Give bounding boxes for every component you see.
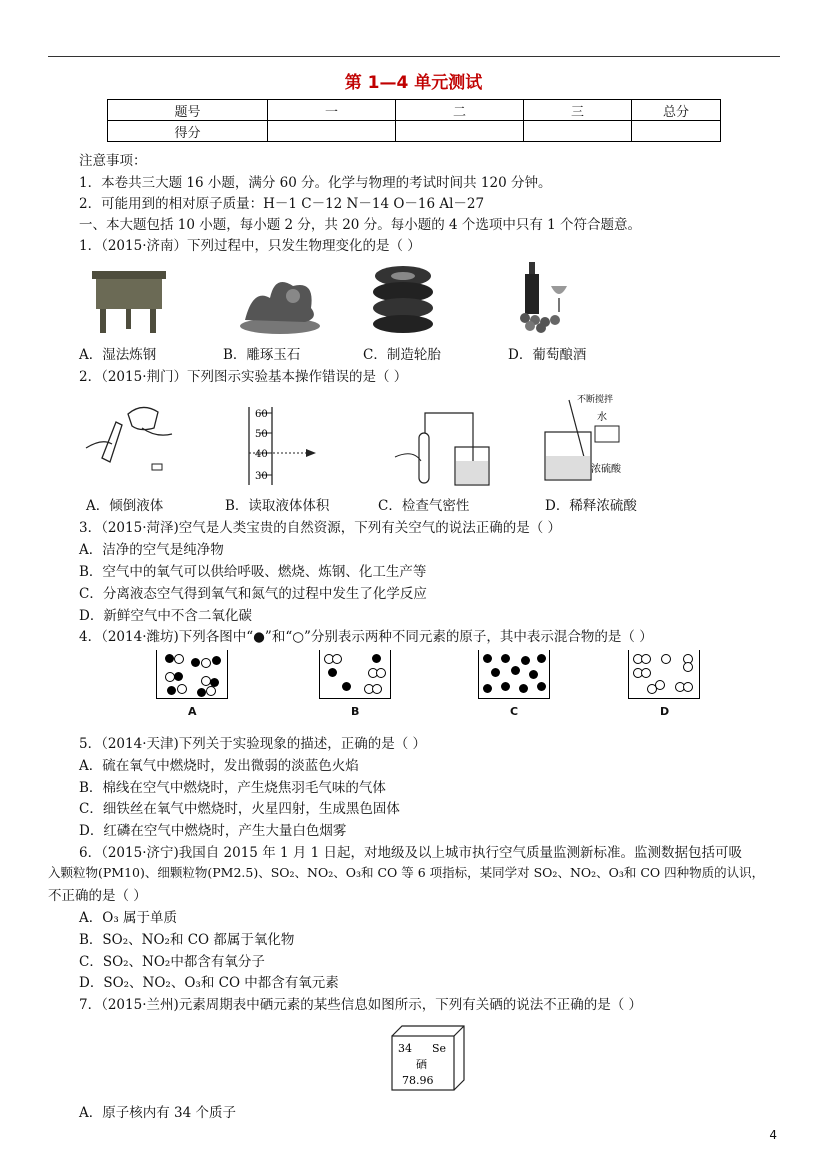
q3-option-c: C．分离液态空气得到氧气和氮气的过程中发生了化学反应 bbox=[79, 586, 427, 602]
header-rule bbox=[48, 56, 780, 57]
q5-option-c: C．细铁丝在氧气中燃烧时，火星四射，生成黑色固体 bbox=[79, 801, 400, 817]
score-cell[interactable] bbox=[524, 121, 632, 142]
notice-item-2: 2．可能用到的相对原子质量：H－1 C－12 N－14 O－16 Al－27 bbox=[79, 196, 485, 212]
q1-option-c: C．制造轮胎 bbox=[363, 347, 441, 363]
q2-option-d: D．稀释浓硫酸 bbox=[545, 498, 637, 514]
q5-option-b: B．棉线在空气中燃烧时，产生烧焦羽毛气味的气体 bbox=[79, 780, 386, 796]
question-2-stem: 2．（2015·荆门）下列图示实验基本操作错误的是（ ） bbox=[79, 369, 408, 385]
label-acid: 浓硫酸 bbox=[591, 464, 621, 475]
question-7-stem: 7．（2015·兰州)元素周期表中硒元素的某些信息如图所示，下列有关硒的说法不正确的是（ ） bbox=[79, 997, 643, 1013]
cylinder-reading-image bbox=[240, 403, 320, 488]
question-3-stem: 3．（2015·菏泽)空气是人类宝贵的自然资源，下列有关空气的说法正确的是（ ） bbox=[79, 520, 562, 536]
element-mass: 78.96 bbox=[402, 1074, 434, 1087]
section-heading: 一、本大题包括 10 小题，每小题 2 分，共 20 分。每小题的 4 个选项中只有 1 个符合题意。 bbox=[79, 217, 642, 233]
label-stir: 不断搅拌 bbox=[577, 395, 614, 405]
score-cell[interactable] bbox=[396, 121, 524, 142]
q5-option-a: A．硫在氧气中燃烧时，发出微弱的淡蓝色火焰 bbox=[79, 758, 359, 774]
q7-option-a: A．原子核内有 34 个质子 bbox=[79, 1105, 237, 1121]
q6-option-a: A．O₃ 属于单质 bbox=[79, 910, 178, 926]
molecule-box-c bbox=[478, 650, 550, 699]
jade-carving-image bbox=[235, 268, 325, 336]
score-row-label: 得分 bbox=[108, 121, 268, 142]
element-symbol: Se bbox=[432, 1042, 447, 1055]
label-water: 水 bbox=[597, 412, 607, 423]
bronze-ding-image bbox=[90, 263, 170, 338]
notice-item-1: 1．本卷共三大题 16 小题，满分 60 分。化学与物理的考试时间共 120 分钟。 bbox=[79, 175, 552, 191]
score-header-cell: 题号 bbox=[108, 100, 268, 121]
page-number: 4 bbox=[769, 1128, 777, 1142]
tick-60: 60 bbox=[255, 409, 268, 420]
q1-option-d: D．葡萄酿酒 bbox=[508, 347, 587, 363]
selenium-element-card bbox=[388, 1022, 468, 1092]
wine-grapes-image bbox=[515, 258, 575, 333]
question-5-stem: 5．（2014·天津)下列关于实验现象的描述，正确的是（ ） bbox=[79, 736, 427, 752]
tick-30: 30 bbox=[255, 471, 268, 482]
q1-option-a: A．湿法炼钢 bbox=[79, 347, 157, 363]
q1-option-b: B．雕琢玉石 bbox=[223, 347, 301, 363]
score-table bbox=[107, 99, 721, 142]
score-header-cell: 总分 bbox=[632, 100, 721, 121]
score-cell[interactable] bbox=[632, 121, 721, 142]
q6-option-d: D．SO₂、NO₂、O₃和 CO 中都含有氧元素 bbox=[79, 975, 339, 991]
molecule-label-a: A bbox=[188, 705, 197, 718]
question-6-stem-1: 6．（2015·济宁)我国自 2015 年 1 月 1 日起，对地级及以上城市执行空气质量监测新标准。监测数据包括可吸 bbox=[79, 845, 743, 861]
q6-option-c: C．SO₂、NO₂中都含有氧分子 bbox=[79, 954, 265, 970]
score-header-cell: 三 bbox=[524, 100, 632, 121]
tires-image bbox=[368, 262, 438, 334]
question-1-stem: 1．（2015·济南）下列过程中，只发生物理变化的是（ ） bbox=[79, 238, 421, 254]
tick-40: 40 bbox=[255, 449, 268, 460]
molecule-label-b: B bbox=[351, 705, 360, 718]
molecule-label-d: D bbox=[660, 705, 670, 718]
q5-option-d: D．红磷在空气中燃烧时，产生大量白色烟雾 bbox=[79, 823, 347, 839]
element-name: 硒 bbox=[416, 1058, 427, 1071]
q6-option-b: B．SO₂、NO₂和 CO 都属于氧化物 bbox=[79, 932, 295, 948]
score-cell[interactable] bbox=[268, 121, 396, 142]
question-6-stem-2: 入颗粒物(PM10)、细颗粒物(PM2.5)、SO₂、NO₂、O₃和 CO 等 6 项指标，某同学对 SO₂、NO₂、O₃和 CO 四种物质的认识， bbox=[48, 865, 765, 880]
q3-option-d: D．新鲜空气中不含二氧化碳 bbox=[79, 608, 252, 624]
page-title: 第 1—4 单元测试 bbox=[344, 73, 483, 93]
tick-50: 50 bbox=[255, 429, 268, 440]
q2-option-b: B．读取液体体积 bbox=[225, 498, 330, 514]
question-4-stem: 4．（2014·潍坊)下列各图中“●”和“○”分别表示两种不同元素的原子，其中表示混合物的是（ ） bbox=[79, 629, 653, 645]
pouring-liquid-image bbox=[82, 398, 182, 488]
q3-option-a: A．洁净的空气是纯净物 bbox=[79, 542, 224, 558]
airtight-check-image bbox=[385, 405, 495, 490]
q2-option-a: A．倾倒液体 bbox=[86, 498, 164, 514]
question-6-stem-3: 不正确的是（ ） bbox=[48, 888, 147, 904]
notice-heading: 注意事项： bbox=[79, 153, 147, 169]
element-number: 34 bbox=[398, 1042, 412, 1055]
q2-option-c: C．检查气密性 bbox=[378, 498, 470, 514]
q3-option-b: B．空气中的氧气可以供给呼吸、燃烧、炼钢、化工生产等 bbox=[79, 564, 427, 580]
dilute-acid-image bbox=[535, 392, 645, 492]
score-header-cell: 一 bbox=[268, 100, 396, 121]
molecule-box-d bbox=[628, 650, 700, 699]
molecule-box-b bbox=[319, 650, 391, 699]
molecule-box-a bbox=[156, 650, 228, 699]
score-header-cell: 二 bbox=[396, 100, 524, 121]
molecule-label-c: C bbox=[510, 705, 519, 718]
